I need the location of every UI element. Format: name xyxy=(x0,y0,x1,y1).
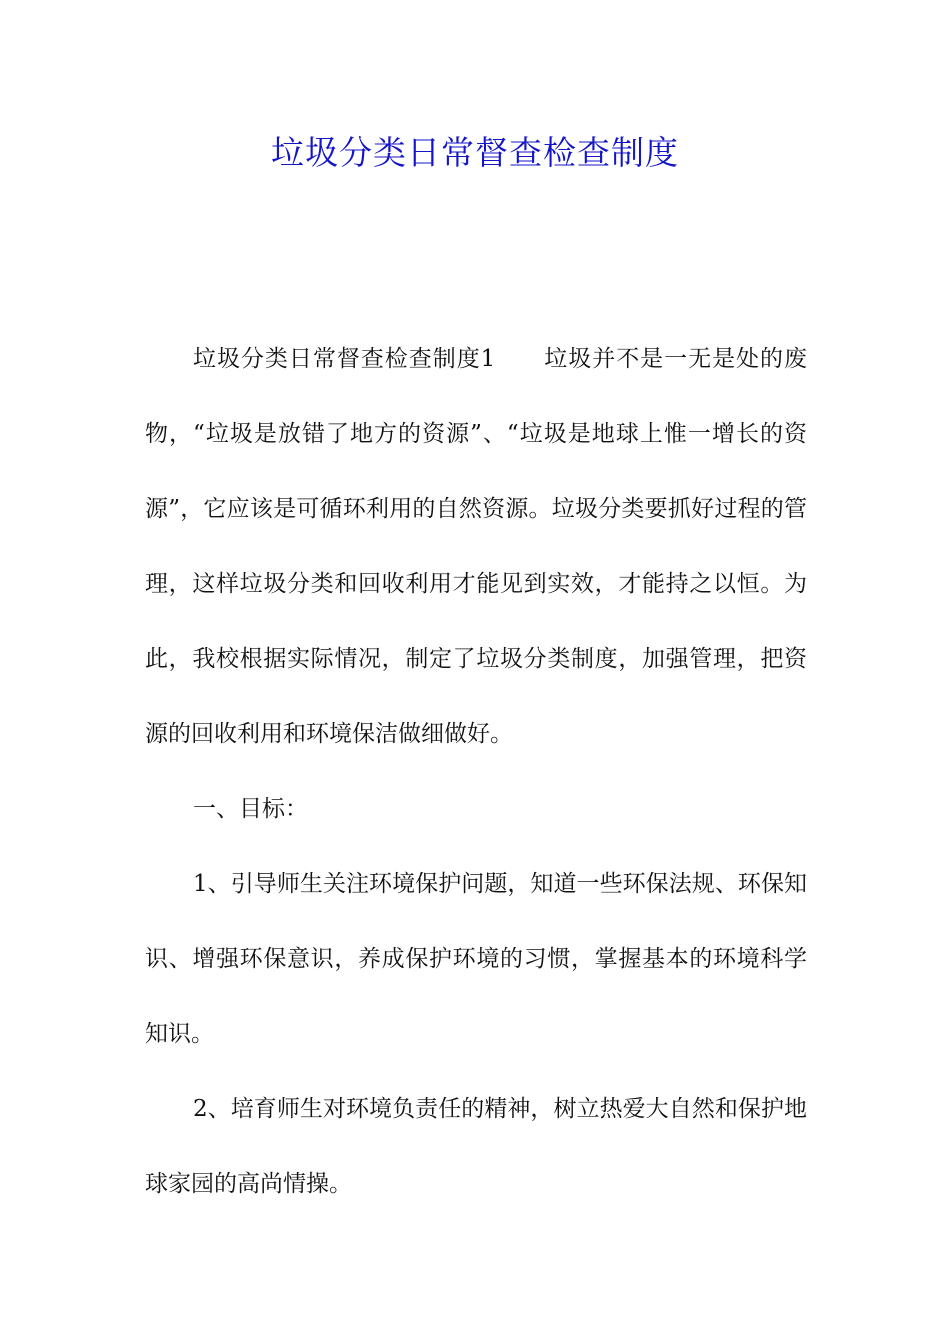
section-heading-goals: 一、目标： xyxy=(193,796,308,822)
intro-text: 垃圾并不是一无是处的废物，“垃圾是放错了地方的资源”、“垃圾是地球上惟一增长的资源”，它应该是可循环利用的自然资源。垃圾分类要抓好过程的管理，这样垃圾分类和回收利用才能见到实效，才能持之以恒。为此，我校根据实际情况，制定了垃圾分类制度，加强管理，把资源的回收利用和环境保洁做细做好。 xyxy=(145,346,808,747)
intro-heading: 垃圾分类日常督查检查制度1 xyxy=(193,346,496,372)
intro-paragraph xyxy=(145,322,807,772)
goal-item-2: 2、培育师生对环境负责任的精神，树立热爱大自然和保护地球家园的高尚情操。 xyxy=(145,1096,807,1197)
goal-item-1: 1、引导师生关注环境保护问题，知道一些环保法规、环保知识、增强环保意识，养成保护环境的习惯，掌握基本的环境科学知识。 xyxy=(145,871,807,1047)
document-body xyxy=(145,322,807,1222)
document-title: 垃圾分类日常督查检查制度 xyxy=(271,133,679,172)
